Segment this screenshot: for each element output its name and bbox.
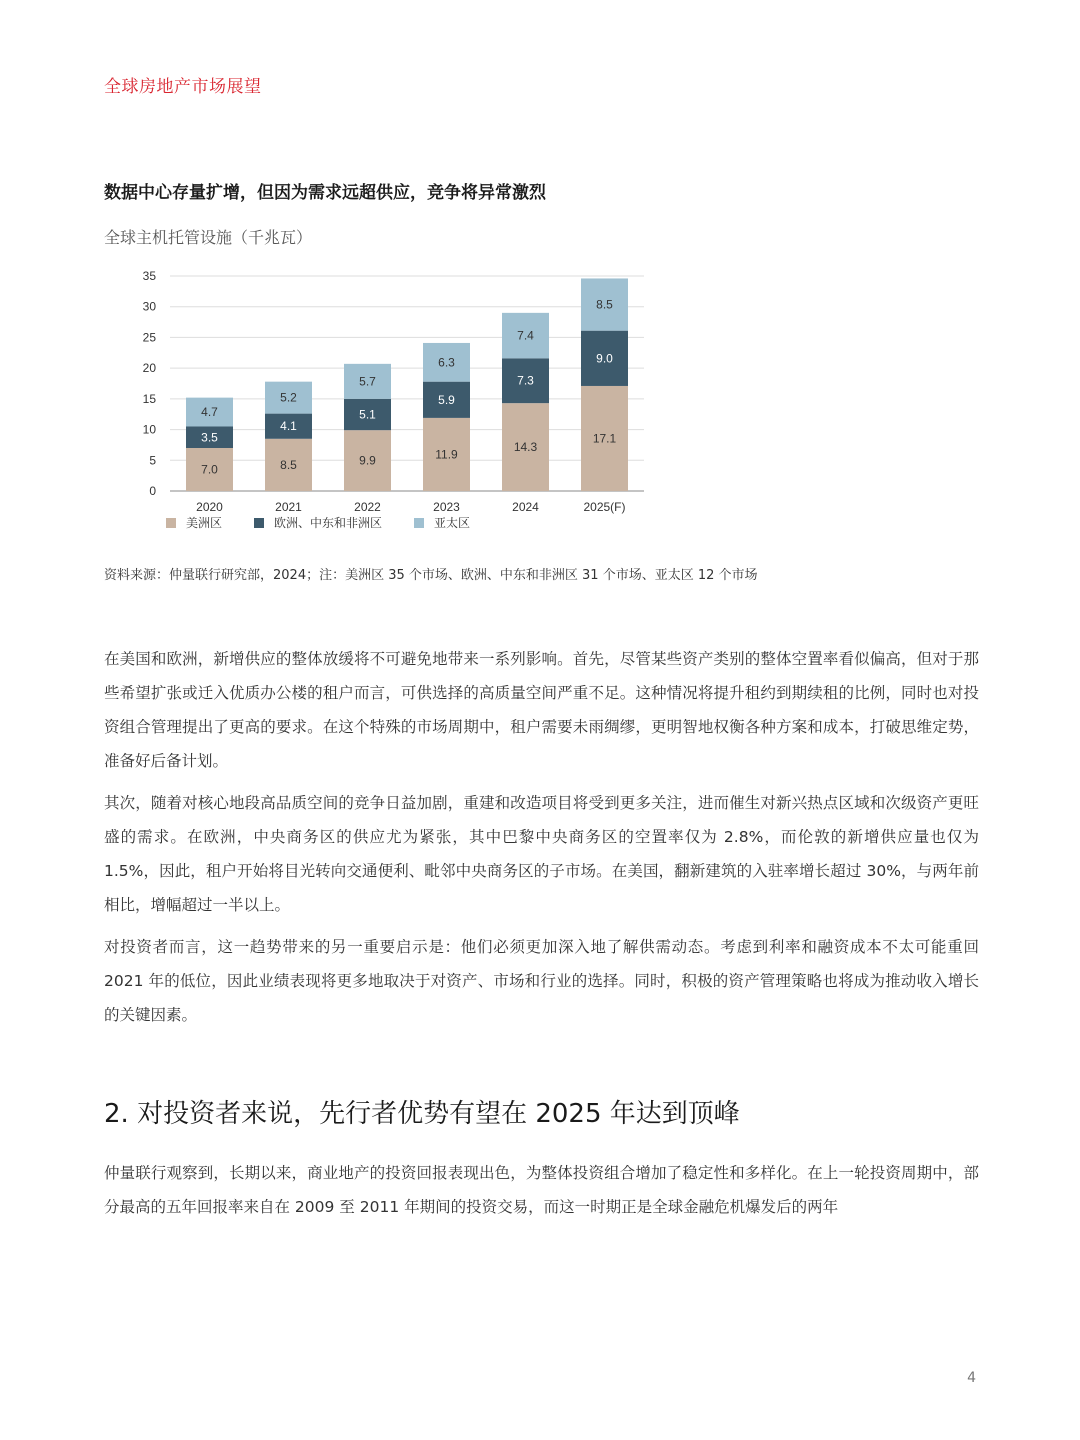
x-tick-label: 2024	[512, 500, 539, 514]
bar-data-label: 7.4	[517, 328, 534, 343]
y-tick-label: 10	[142, 422, 156, 437]
stacked-bar-chart	[104, 262, 664, 552]
bar-data-label: 5.9	[438, 392, 455, 407]
legend-swatch	[254, 518, 264, 528]
legend-label: 欧洲、中东和非洲区	[274, 516, 383, 530]
bar-data-label: 9.0	[596, 351, 613, 366]
y-tick-label: 0	[149, 484, 156, 498]
bar-data-label: 7.3	[517, 373, 534, 388]
bar-data-label: 7.0	[201, 462, 218, 477]
y-tick-label: 20	[142, 361, 156, 376]
section-heading: 2. 对投资者来说，先行者优势有望在 2025 年达到顶峰	[104, 1099, 740, 1129]
legend-swatch	[166, 518, 176, 528]
bar-data-label: 6.3	[438, 355, 455, 370]
y-tick-label: 15	[142, 391, 156, 406]
legend-swatch	[414, 518, 424, 528]
x-tick-label: 2022	[354, 500, 381, 514]
body-paragraph-1: 在美国和欧洲，新增供应的整体放缓将不可避免地带来一系列影响。首先，尽管某些资产类别的整体空置率看似偏高，但对于那些希望扩张或迁入优质办公楼的租户而言，可供选择的高质量空间严重不足。这种情况将提升租约到期续租的比例，同时也对投资组合管理提出了更高的要求。在这个特殊的市场周期中，租户需要未雨绸缪，更明智地权衡各种方案和成本，打破思维定势，准备好后备计划。	[104, 650, 979, 770]
chart-title: 数据中心存量扩增，但因为需求远超供应，竞争将异常激烈	[104, 183, 546, 203]
y-tick-label: 25	[142, 330, 156, 345]
legend-label: 亚太区	[434, 516, 471, 530]
chart-subtitle: 全球主机托管设施（千兆瓦）	[104, 228, 313, 247]
page-number: 4	[967, 1370, 976, 1386]
body-paragraph-2: 其次，随着对核心地段高品质空间的竞争日益加剧，重建和改造项目将受到更多关注，进而催生对新兴热点区域和次级资产更旺盛的需求。在欧洲，中央商务区的供应尤为紧张，其中巴黎中央商务区的空置率仅为 2.8%，而伦敦的新增供应量也仅为 1.5%，因此，租户开始将目光转向交通便利、毗邻中央商务区的子市场。在美国，翻新建筑的入驻率增长超过 30%，与两年前相比，增幅超过一半以上。	[104, 794, 979, 914]
y-tick-label: 5	[149, 453, 156, 468]
x-tick-label: 2020	[196, 500, 223, 514]
document-header: 全球房地产市场展望	[104, 77, 262, 97]
x-tick-label: 2021	[275, 500, 302, 514]
bar-data-label: 9.9	[359, 453, 376, 468]
bar-data-label: 8.5	[280, 457, 297, 472]
body-paragraph-4: 仲量联行观察到，长期以来，商业地产的投资回报表现出色，为整体投资组合增加了稳定性和多样化。在上一轮投资周期中，部分最高的五年回报率来自在 2009 至 2011 年期间的投资交易，而这一时期正是全球金融危机爆发后的两年	[104, 1164, 979, 1216]
y-tick-label: 35	[142, 269, 156, 283]
bar-data-label: 17.1	[592, 431, 617, 446]
bar-data-label: 4.1	[280, 419, 297, 434]
legend-label: 美洲区	[186, 516, 223, 530]
bar-data-label: 8.5	[596, 297, 613, 312]
bar-data-label: 5.7	[359, 374, 376, 389]
body-paragraph-3: 对投资者而言，这一趋势带来的另一重要启示是：他们必须更加深入地了解供需动态。考虑到利率和融资成本不太可能重回 2021 年的低位，因此业绩表现将更多地取决于对资产、市场和行业的选择。同时，积极的资产管理策略也将成为推动收入增长的关键因素。	[104, 938, 979, 1024]
y-tick-label: 30	[142, 299, 156, 314]
bar-data-label: 14.3	[513, 440, 538, 455]
x-tick-label: 2023	[433, 500, 460, 514]
bar-data-label: 5.1	[359, 407, 376, 422]
chart-source-note: 资料来源：仲量联行研究部，2024；注：美洲区 35 个市场、欧洲、中东和非洲区 31 个市场、亚太区 12 个市场	[104, 568, 758, 583]
bar-data-label: 11.9	[435, 447, 458, 462]
x-tick-label: 2025(F)	[583, 500, 626, 514]
bar-data-label: 5.2	[280, 390, 297, 405]
bar-data-label: 3.5	[201, 430, 218, 445]
bar-data-label: 4.7	[201, 405, 218, 420]
